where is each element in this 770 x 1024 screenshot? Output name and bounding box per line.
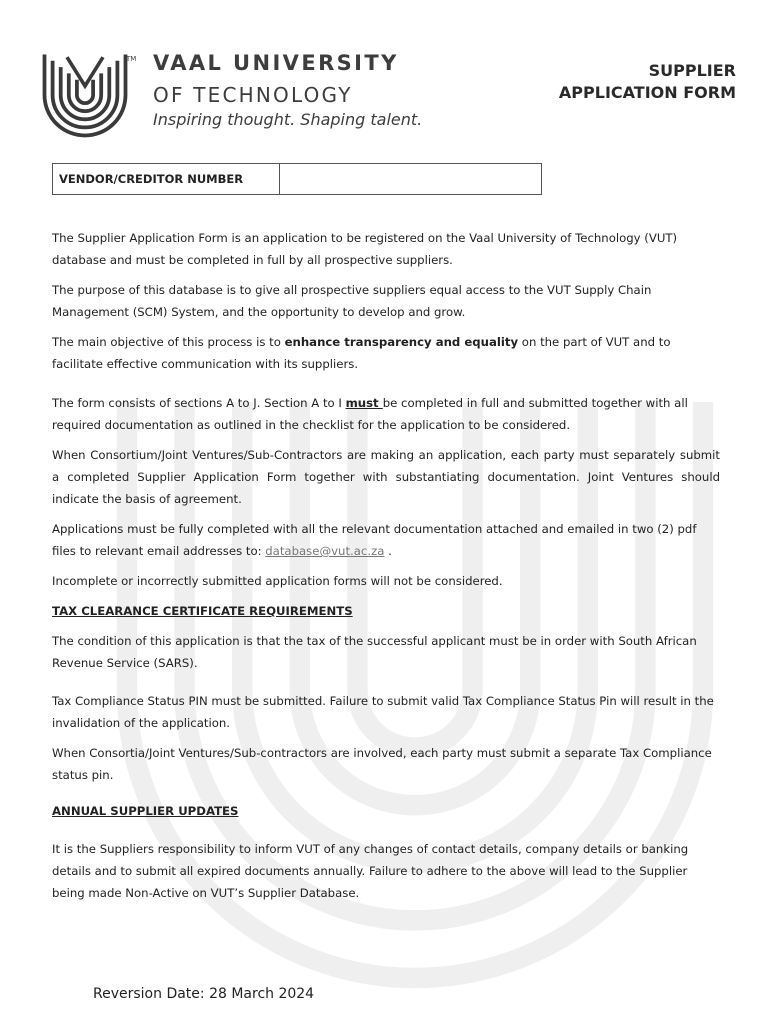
intro-paragraph-6: Applications must be fully completed with all the relevant documentation attached and emailed in two (2) pdf files to relevant email addresses to: database@vut.ac.za . <box>52 522 697 558</box>
tax-paragraph-2: Tax Compliance Status PIN must be submitted. Failure to submit valid Tax Compliance Status Pin will result in the invalidation of the application. <box>52 694 714 730</box>
vendor-number-field[interactable] <box>280 164 541 194</box>
form-title-line1: SUPPLIER <box>648 61 736 80</box>
intro-paragraph-1: The Supplier Application Form is an application to be registered on the Vaal University of Technology (VUT) database and must be completed in full by all prospective suppliers. <box>52 231 678 267</box>
revision-date: Reversion Date: 28 March 2024 <box>93 986 315 1002</box>
form-title-line2: APPLICATION FORM <box>558 83 736 102</box>
form-title <box>559 60 736 104</box>
annual-updates-heading: ANNUAL SUPPLIER UPDATES <box>52 804 239 818</box>
intro-paragraph-7: Incomplete or incorrectly submitted application forms will not be considered. <box>52 574 503 588</box>
university-name-subline: OF TECHNOLOGY <box>153 83 353 107</box>
university-logo-icon <box>40 50 130 140</box>
trademark-symbol: TM <box>126 55 137 63</box>
university-tagline: Inspiring thought. Shaping talent. <box>153 110 423 129</box>
tax-paragraph-1: The condition of this application is that the tax of the successful applicant must be in order with South African Revenue Service (SARS). <box>52 634 697 670</box>
emphasis-transparency: enhance transparency and equality <box>284 335 519 349</box>
email-link[interactable]: database@vut.ac.za <box>265 544 385 558</box>
form-instructions <box>52 227 720 912</box>
intro-paragraph-5: When Consortium/Joint Ventures/Sub-Contractors are making an application, each party must separately submit a completed Supplier Application Form together with substantiating documentation. Joint Ventures should indicate the basis of agreement. <box>52 448 720 506</box>
vendor-number-table <box>52 163 542 195</box>
intro-paragraph-2: The purpose of this database is to give all prospective suppliers equal access to the VUT Supply Chain Management (SCM) System, and the opportunity to develop and grow. <box>52 283 652 319</box>
emphasis-must: must <box>345 396 383 410</box>
university-name: VAAL UNIVERSITY <box>153 51 399 75</box>
intro-paragraph-4: The form consists of sections A to J. Section A to I must be completed in full and submitted together with all required documentation as outlined in the checklist for the application to be considered. <box>52 396 688 432</box>
tax-paragraph-3: When Consortia/Joint Ventures/Sub-contractors are involved, each party must submit a separate Tax Compliance status pin. <box>52 746 712 782</box>
intro-paragraph-3: The main objective of this process is to enhance transparency and equality on the part of VUT and to facilitate effective communication with its suppliers. <box>52 335 671 371</box>
tax-section-heading: TAX CLEARANCE CERTIFICATE REQUIREMENTS <box>52 604 353 618</box>
annual-updates-paragraph: It is the Suppliers responsibility to inform VUT of any changes of contact details, company details or banking details and to submit all expired documents annually. Failure to adhere to the above will lead to the Supplier being made Non-Active on VUT’s Supplier Database. <box>52 842 689 900</box>
vendor-number-label: VENDOR/CREDITOR NUMBER <box>53 164 280 194</box>
